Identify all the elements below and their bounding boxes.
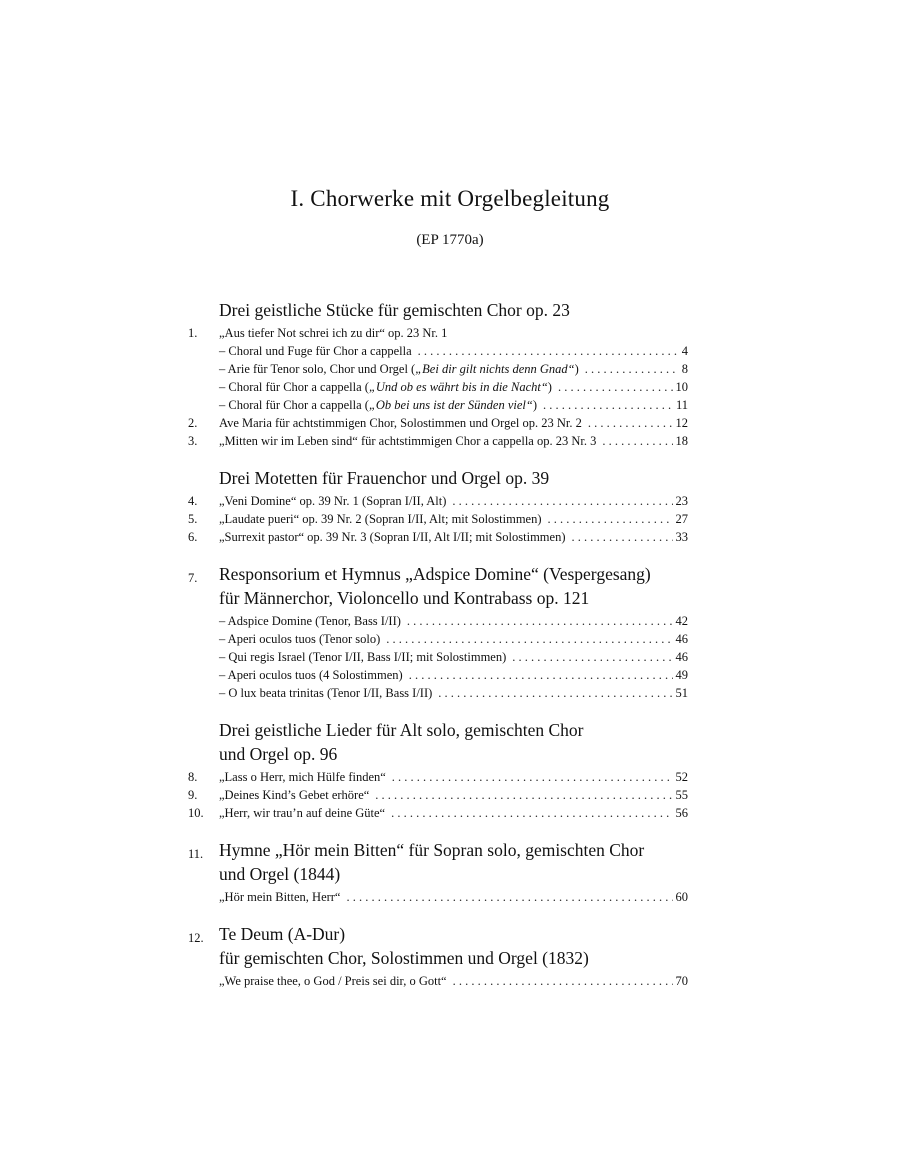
toc-entry bbox=[188, 510, 688, 528]
toc-entry bbox=[188, 666, 688, 684]
page-number: 55 bbox=[675, 788, 688, 802]
page-number: 11 bbox=[675, 398, 688, 412]
entry-title bbox=[219, 324, 453, 342]
section-heading-text: für gemischten Chor, Solostimmen und Orgel (1832) bbox=[219, 948, 589, 968]
toc-entry bbox=[188, 612, 688, 630]
section-heading-text: Drei geistliche Lieder für Alt solo, gemischten Chor bbox=[219, 720, 584, 740]
toc-entry bbox=[188, 414, 688, 432]
page-number: 12 bbox=[675, 416, 688, 430]
entry-title bbox=[219, 432, 602, 450]
entry-number: 4. bbox=[188, 494, 198, 508]
dot-leader bbox=[512, 648, 672, 666]
toc-entry bbox=[188, 630, 688, 648]
page-number: 42 bbox=[675, 614, 688, 628]
dot-leader bbox=[418, 342, 679, 360]
toc-entry bbox=[188, 888, 688, 906]
entry-title-text: – Aperi oculos tuos (Tenor solo) bbox=[219, 632, 381, 646]
toc-entry bbox=[188, 396, 688, 414]
section-heading bbox=[188, 838, 688, 862]
section-number: 7. bbox=[188, 571, 198, 585]
section-heading-text: Drei Motetten für Frauenchor und Orgel op. 39 bbox=[219, 468, 550, 488]
entry-number: 10. bbox=[188, 806, 204, 820]
entry-title-text: „Lass o Herr, mich Hülfe finden“ bbox=[219, 770, 386, 784]
entry-title-text: – Adspice Domine (Tenor, Bass I/II) bbox=[219, 614, 401, 628]
entry-title bbox=[219, 396, 543, 414]
entry-title bbox=[219, 972, 453, 990]
entry-title-suffix: ) bbox=[532, 398, 538, 412]
entry-title-text: – Arie für Tenor solo, Chor und Orgel ( bbox=[219, 362, 416, 376]
entry-title bbox=[219, 786, 375, 804]
entry-title-text: – Choral und Fuge für Chor a cappella bbox=[219, 344, 412, 358]
entry-title bbox=[219, 648, 512, 666]
entry-title-italic: „Ob bei uns ist der Sünden viel“ bbox=[368, 398, 533, 412]
toc-entry bbox=[188, 804, 688, 822]
section-heading-text: Drei geistliche Stücke für gemischten Chor op. 23 bbox=[219, 300, 570, 320]
toc-entry bbox=[188, 648, 688, 666]
entry-title bbox=[219, 414, 588, 432]
dot-leader bbox=[392, 768, 673, 786]
dot-leader bbox=[453, 972, 673, 990]
page-number: 27 bbox=[675, 512, 688, 526]
toc-entry bbox=[188, 492, 688, 510]
section-heading bbox=[188, 862, 688, 886]
entry-title bbox=[219, 768, 392, 786]
entry-line bbox=[219, 360, 688, 378]
section-heading bbox=[188, 298, 688, 322]
entry-number: 1. bbox=[188, 326, 198, 340]
dot-leader bbox=[409, 666, 673, 684]
toc-entry bbox=[188, 684, 688, 702]
entry-title-text: – O lux beata trinitas (Tenor I/II, Bass I/II) bbox=[219, 686, 433, 700]
entry-number: 5. bbox=[188, 512, 198, 526]
entry-line bbox=[219, 528, 688, 546]
entry-title bbox=[219, 684, 438, 702]
toc-section bbox=[188, 718, 688, 822]
dot-leader bbox=[602, 432, 672, 450]
page-number: 51 bbox=[675, 686, 688, 700]
entry-title bbox=[219, 510, 548, 528]
dot-leader bbox=[452, 492, 672, 510]
page-number: 23 bbox=[675, 494, 688, 508]
entry-line bbox=[219, 612, 688, 630]
dot-leader bbox=[571, 528, 672, 546]
toc-section bbox=[188, 466, 688, 546]
entry-line bbox=[219, 432, 688, 450]
section-heading bbox=[188, 718, 688, 742]
entry-number: 9. bbox=[188, 788, 198, 802]
page-title: I. Chorwerke mit Orgelbegleitung bbox=[290, 186, 610, 211]
toc-section bbox=[188, 838, 688, 906]
dot-leader bbox=[543, 396, 673, 414]
section-heading-text: und Orgel op. 96 bbox=[219, 744, 338, 764]
page-number: 56 bbox=[675, 806, 688, 820]
dot-leader bbox=[407, 612, 673, 630]
entry-line bbox=[219, 648, 688, 666]
entry-title-text: „Deines Kind’s Gebet erhöre“ bbox=[219, 788, 370, 802]
entry-line bbox=[219, 342, 688, 360]
entry-title bbox=[219, 612, 407, 630]
entry-line bbox=[219, 666, 688, 684]
entry-title-text: „Laudate pueri“ op. 39 Nr. 2 (Sopran I/II, Alt; mit Solostimmen) bbox=[219, 512, 542, 526]
toc-entry bbox=[188, 360, 688, 378]
dot-leader bbox=[558, 378, 673, 396]
section-heading bbox=[188, 922, 688, 946]
page-number: 33 bbox=[675, 530, 688, 544]
entry-title bbox=[219, 630, 386, 648]
section-heading-text: Hymne „Hör mein Bitten“ für Sopran solo, gemischten Chor bbox=[219, 840, 645, 860]
section-heading-text: für Männerchor, Violoncello und Kontrabass op. 121 bbox=[219, 588, 590, 608]
section-heading-text: Te Deum (A-Dur) bbox=[219, 924, 346, 944]
page-number: 46 bbox=[675, 650, 688, 664]
page-number: 4 bbox=[681, 344, 688, 358]
section-number: 12. bbox=[188, 931, 204, 945]
section-heading bbox=[188, 946, 688, 970]
page-number: 18 bbox=[675, 434, 688, 448]
section-heading bbox=[188, 586, 688, 610]
entry-title bbox=[219, 378, 558, 396]
entry-title-text: Ave Maria für achtstimmigen Chor, Solostimmen und Orgel op. 23 Nr. 2 bbox=[219, 416, 582, 430]
entry-title-text: „Mitten wir im Leben sind“ für achtstimmigen Chor a cappella op. 23 Nr. 3 bbox=[219, 434, 597, 448]
toc-entry bbox=[188, 342, 688, 360]
page-number: 8 bbox=[681, 362, 688, 376]
page-number: 52 bbox=[675, 770, 688, 784]
entry-title-text: „Aus tiefer Not schrei ich zu dir“ op. 23 Nr. 1 bbox=[219, 326, 448, 340]
edition-number: (EP 1770a) bbox=[416, 232, 484, 248]
toc-entry bbox=[188, 432, 688, 450]
entry-number: 3. bbox=[188, 434, 198, 448]
entry-line bbox=[219, 492, 688, 510]
toc-section bbox=[188, 298, 688, 450]
entry-line bbox=[219, 396, 688, 414]
entry-number: 6. bbox=[188, 530, 198, 544]
page-number: 46 bbox=[675, 632, 688, 646]
entry-title bbox=[219, 804, 391, 822]
entry-title bbox=[219, 888, 346, 906]
toc-entry bbox=[188, 972, 688, 990]
entry-title bbox=[219, 360, 585, 378]
toc-entry bbox=[188, 786, 688, 804]
entry-title-text: – Qui regis Israel (Tenor I/II, Bass I/II; mit Solostimmen) bbox=[219, 650, 507, 664]
entry-title bbox=[219, 528, 571, 546]
entry-line bbox=[219, 972, 688, 990]
entry-title bbox=[219, 666, 409, 684]
entry-title-text: „Surrexit pastor“ op. 39 Nr. 3 (Sopran I/II, Alt I/II; mit Solostimmen) bbox=[219, 530, 566, 544]
toc-section bbox=[188, 562, 688, 702]
entry-title-text: „Herr, wir trau’n auf deine Güte“ bbox=[219, 806, 386, 820]
entry-number: 8. bbox=[188, 770, 198, 784]
page-number: 49 bbox=[675, 668, 688, 682]
section-heading-text: Responsorium et Hymnus „Adspice Domine“ (Vespergesang) bbox=[219, 564, 651, 584]
toc-section bbox=[188, 922, 688, 990]
toc-entry bbox=[188, 768, 688, 786]
page-number: 70 bbox=[675, 974, 688, 988]
entry-line bbox=[219, 768, 688, 786]
dot-leader bbox=[438, 684, 672, 702]
section-heading bbox=[188, 562, 688, 586]
entry-title-text: – Aperi oculos tuos (4 Solostimmen) bbox=[219, 668, 403, 682]
entry-title-text: „Hör mein Bitten, Herr“ bbox=[219, 890, 341, 904]
entry-number: 2. bbox=[188, 416, 198, 430]
entry-line bbox=[219, 804, 688, 822]
dot-leader bbox=[375, 786, 672, 804]
entry-line bbox=[219, 324, 688, 342]
toc-entry bbox=[188, 324, 688, 342]
table-of-contents bbox=[188, 298, 688, 1006]
dot-leader bbox=[548, 510, 673, 528]
page-number: 10 bbox=[675, 380, 688, 394]
entry-title-text: „We praise thee, o God / Preis sei dir, o Gott“ bbox=[219, 974, 447, 988]
entry-line bbox=[219, 378, 688, 396]
toc-entry bbox=[188, 378, 688, 396]
entry-title-text: – Choral für Chor a cappella ( bbox=[219, 380, 369, 394]
entry-title bbox=[219, 342, 418, 360]
entry-line bbox=[219, 684, 688, 702]
entry-line bbox=[219, 510, 688, 528]
dot-leader bbox=[386, 630, 672, 648]
entry-line bbox=[219, 630, 688, 648]
section-heading bbox=[188, 466, 688, 490]
entry-title-suffix: ) bbox=[547, 380, 552, 394]
entry-title-text: „Veni Domine“ op. 39 Nr. 1 (Sopran I/II, Alt) bbox=[219, 494, 447, 508]
entry-line bbox=[219, 786, 688, 804]
entry-title-italic: „Bei dir gilt nichts denn Gnad“ bbox=[415, 362, 575, 376]
entry-title-suffix: ) bbox=[574, 362, 579, 376]
entry-title-italic: „Und ob es währt bis in die Nacht“ bbox=[368, 380, 548, 394]
dot-leader bbox=[588, 414, 673, 432]
section-heading bbox=[188, 742, 688, 766]
entry-title-text: – Choral für Chor a cappella ( bbox=[219, 398, 369, 412]
entry-line bbox=[219, 414, 688, 432]
dot-leader bbox=[585, 360, 679, 378]
dot-leader bbox=[391, 804, 672, 822]
dot-leader bbox=[346, 888, 672, 906]
toc-entry bbox=[188, 528, 688, 546]
entry-line bbox=[219, 888, 688, 906]
page-number: 60 bbox=[675, 890, 688, 904]
entry-title bbox=[219, 492, 452, 510]
section-number: 11. bbox=[188, 847, 204, 861]
section-heading-text: und Orgel (1844) bbox=[219, 864, 341, 884]
